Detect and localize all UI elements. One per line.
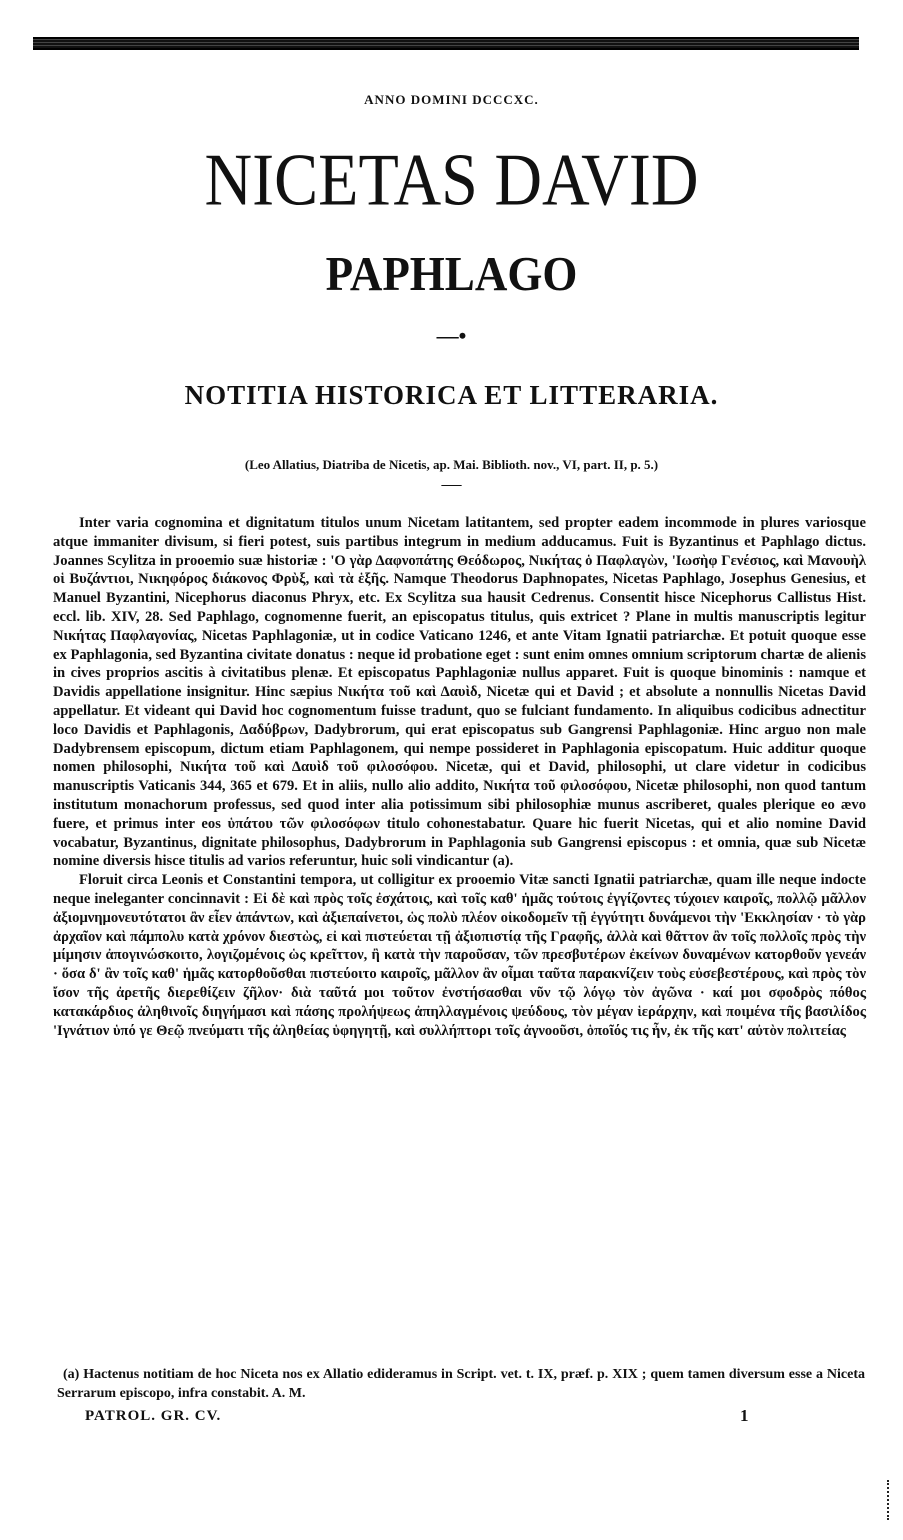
top-rule [33, 37, 859, 50]
section-title: NOTITIA HISTORICA ET LITTERARIA. [184, 380, 719, 410]
main-text [53, 514, 866, 1040]
author-surname: PAPHLAGO [325, 247, 578, 301]
series-footer: PATROL. GR. CV. [85, 1408, 222, 1424]
footnote: (a) Hactenus notitiam de hoc Niceta nos ex Allatio edideramus in Script. vet. t. IX, præf. p. XIX ; quem tamen diversum esse a Niceta Serrarum episcopo, infra constabit. A. M. [57, 1367, 865, 1401]
page-edge-mark [887, 1480, 895, 1520]
year-line: ANNO DOMINI DCCCXC. [364, 92, 539, 107]
source-citation: (Leo Allatius, Diatriba de Nicetis, ap. Mai. Biblioth. nov., VI, part. II, p. 5.) [244, 457, 659, 472]
separator-dash: — [441, 473, 462, 495]
paragraph-1: Inter varia cognomina et dignitatum titulos unum Nicetam latitantem, sed propter eadem incommode in plures variosque atque immaniter divisum, si fieri potest, suis partibus integrum in medium adducamus. Fuit is Byzantinus et Paphlago dictus. Joannes Scylitza in prooemio suæ historiæ : 'Ο γὰρ Δαφνοπάτης Θεόδωρος, Νικήτας ὁ Παφλαγὼν, 'Ιωσὴφ Γενέσιος, καὶ Μανουὴλ οἱ Βυζάντιοι, Νικηφόρος διάκονος Φρὺξ, καὶ τὰ ἑξῆς. Namque Theodorus Daphnopates, Nicetas Paphlago, Josephus Genesius, et Manuel Byzantini, Nicephorus diaconus Phryx, etc. Ex Scylitza sua hausit Cedrenus. Consentit hisce Nicephorus Callistus Hist. eccl. lib. XIV, 28. Sed Paphlago, cognomenne fuerit, an episcopatus titulus, quis extricet ? Plane in multis manuscriptis legitur Νικήτας Παφλαγονίας, Nicetas Paphlagoniæ, ut in codice Vaticano 1246, et ante Vitam Ignatii patriarchæ. Et potuit quoque esse ex Paphlagonia, sed Byzantina civitate donatus : neque id probatione eget : sunt enim omnes omnium scriptorum chartæ de alienis in cives proprios ascitis à civitatibus plenæ. Et episcopatus Paphlagoniæ nullus apparet. Fuit is quoque binominis : namque et Davidis appellatione insignitur. Hinc sæpius Νικήτα τοῦ καὶ Δαυὶδ, Nicetæ qui et David ; et absolute a nonnullis Nicetas David appellatur. Et videant qui David hoc cognomentum fuisse tradunt, quo se fulciant fundamento. In aliquibus codicibus adnectitur loco Davidis et Paphlagonis, Δαδύβρων, Dadybrorum, qui erat episcopatus sub Gangrensi Paphlagoniæ. Hinc arguo non male Dadybrensem episcopum, dictum etiam Paphlagonem, qui nempe possideret in Paphlagonia episcopatum. Huic additur quoque nomen philosophi, Νικήτα τοῦ καὶ Δαυὶδ τοῦ φιλοσόφου. Nicetæ, qui et David, philosophi, ut clare videtur in codicibus manuscriptis Vaticanis 344, 365 et 679. Et in aliis, nullo alio addito, Νικήτα τοῦ φιλοσόφου, Nicetæ philosophi, non quod tantum institutum monachorum professus, sed quod inter alia potissimum sibi philosophiæ munus ascriberet, quales plerique eo ævo fuere, et primus inter eos ὑπάτου τῶν φιλοσόφων titulo cohonestabatur. Quare hic fuerit Nicetas, qui et alio nomine David vocabatur, Byzantinus, dignitate philosophus, Dadybrorum in Paphlagonia sub Gangrensi episcopus : et omnia, quæ sub Nicetæ nomine diversis hisce titulis ad varios referuntur, huic soli vindicantur (a). [53, 515, 866, 870]
paragraph-2: Floruit circa Leonis et Constantini tempora, ut colligitur ex prooemio Vitæ sancti Ignatii patriarchæ, quam ille neque indocte neque ineleganter concinnavit : Εἰ δὲ καὶ πρὸς τοῖς ἐσχάτοις, καὶ τοῖς καθ' ἡμᾶς τούτοις ἐγγίζοντες τύχοιεν καιροῖς, πολλῷ μᾶλλον ἀξιομνημονευτότατοι ἂν εἶεν ἁπάντων, καὶ ἀξιεπαίνετοι, ὡς πολὺ πλέον οἰκοδομεῖν τῇ ἐγγύτητι δυνάμενοι τὴν 'Εκκλησίαν · τὸ γὰρ ἀρχαῖον καὶ πάμπολυ κατὰ χρόνον διεστὼς, εἰ καὶ πιστεύεται τῇ ἀξιοπιστίᾳ τῆς Γραφῆς, ἀλλὰ καὶ θᾶττον ἂν τοῖς πολλοῖς πρὸς τὴν μίμησιν ἀπογινώσκοιτο, λογιζομένοις ὡς κρεῖττον, ἢ κατὰ τὴν παροῦσαν, τῶν πρεσβυτέρων ἐκείνων δυναμένων κατορθοῦν γενεάν · ὅσα δ' ἂν τοῖς καθ' ἡμᾶς κατορθοῦσθαι πιστεύοιτο καιροῖς, μᾶλλον ἂν οἶμαι ταῦτα παρακνίζειν τοὺς εὐσεβεστέρους, καὶ πρὸς τὸν ἴσον τῆς ἀρετῆς διερεθίζειν ζῆλον· διὰ ταῦτά μοι τοῦτον ἐνστήσασθαι νῦν τῷ λόγῳ τὸν ἀγῶνα · καί μοι σφοδρὸς πόθος κατακάρδιος ἀληθινοῖς διηγήμασι καὶ πάσης προλήψεως ἀπηλλαγμένοις ψεύδους, τὸν μέγαν ἱεράρχην, καὶ ποιμένα τῆς βασιλίδος 'Ιγνάτιον ὑπό γε Θεῷ πνεύματι τῆς ἀληθείας ὑφηγητῇ, καὶ συλλήπτορι τοῖς ἀγνοοῦσι, ὁποῖός τις ἦν, ἐκ τῆς κατ' αὐτὸν πολιτείας [53, 872, 866, 1039]
ornament: —• [436, 323, 467, 348]
author-name: NICETAS DAVID [204, 139, 699, 222]
page-number: 1 [740, 1406, 749, 1425]
